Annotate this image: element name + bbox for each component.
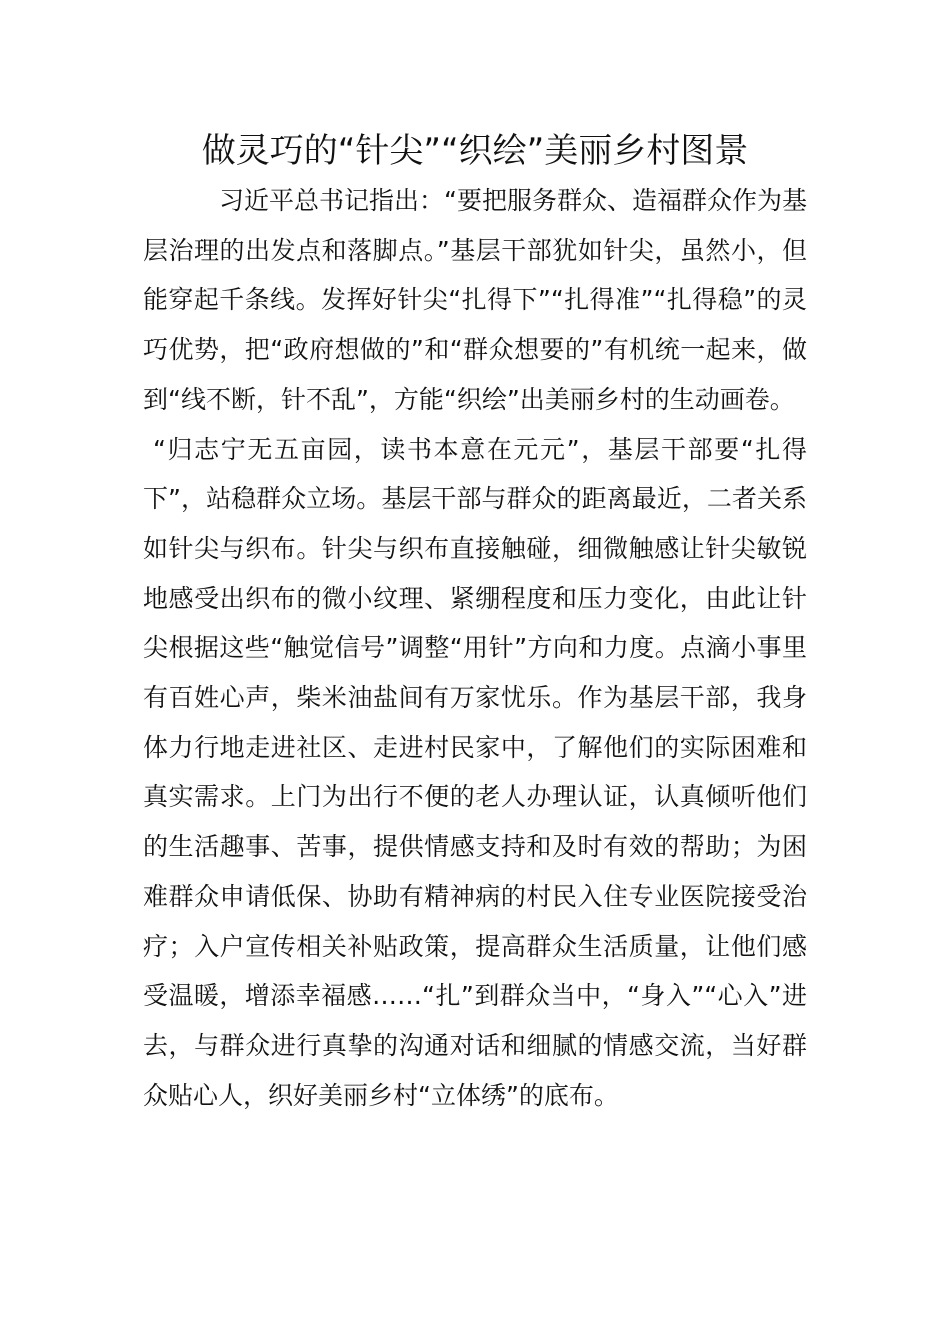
document-body	[143, 176, 807, 1120]
paragraph-rooted-in-people: “归志宁无五亩园，读书本意在元元”，基层干部要“扎得下”，站稳群众立场。基层干部与群众的距离最近，二者关系如针尖与织布。针尖与织布直接触碰，细微触感让针尖敏锐地感受出织布的微小纹理、紧绷程度和压力变化，由此让针尖根据这些“触觉信号”调整“用针”方向和力度。点滴小事里有百姓心声，柴米油盐间有万家忧乐。作为基层干部，我身体力行地走进社区、走进村民家中，了解他们的实际困难和真实需求。上门为出行不便的老人办理认证，认真倾听他们的生活趣事、苦事，提供情感支持和及时有效的帮助；为困难群众申请低保、协助有精神病的村民入住专业医院接受治疗；入户宣传相关补贴政策，提高群众生活质量，让他们感受温暖，增添幸福感……“扎”到群众当中，“身入”“心入”进去，与群众进行真挚的沟通对话和细腻的情感交流，当好群众贴心人，织好美丽乡村“立体绣”的底布。	[143, 434, 807, 1110]
document-title: 做灵巧的“针尖”“织绘”美丽乡村图景	[201, 131, 749, 171]
paragraph-intro: 习近平总书记指出：“要把服务群众、造福群众作为基层治理的出发点和落脚点。”基层干部犹如针尖，虽然小，但能穿起千条线。发挥好针尖“扎得下”“扎得准”“扎得稳”的灵巧优势，把“政府想做的”和“群众想要的”有机统一起来，做到“线不断，针不乱”，方能“织绘”出美丽乡村的生动画卷。	[143, 186, 807, 414]
